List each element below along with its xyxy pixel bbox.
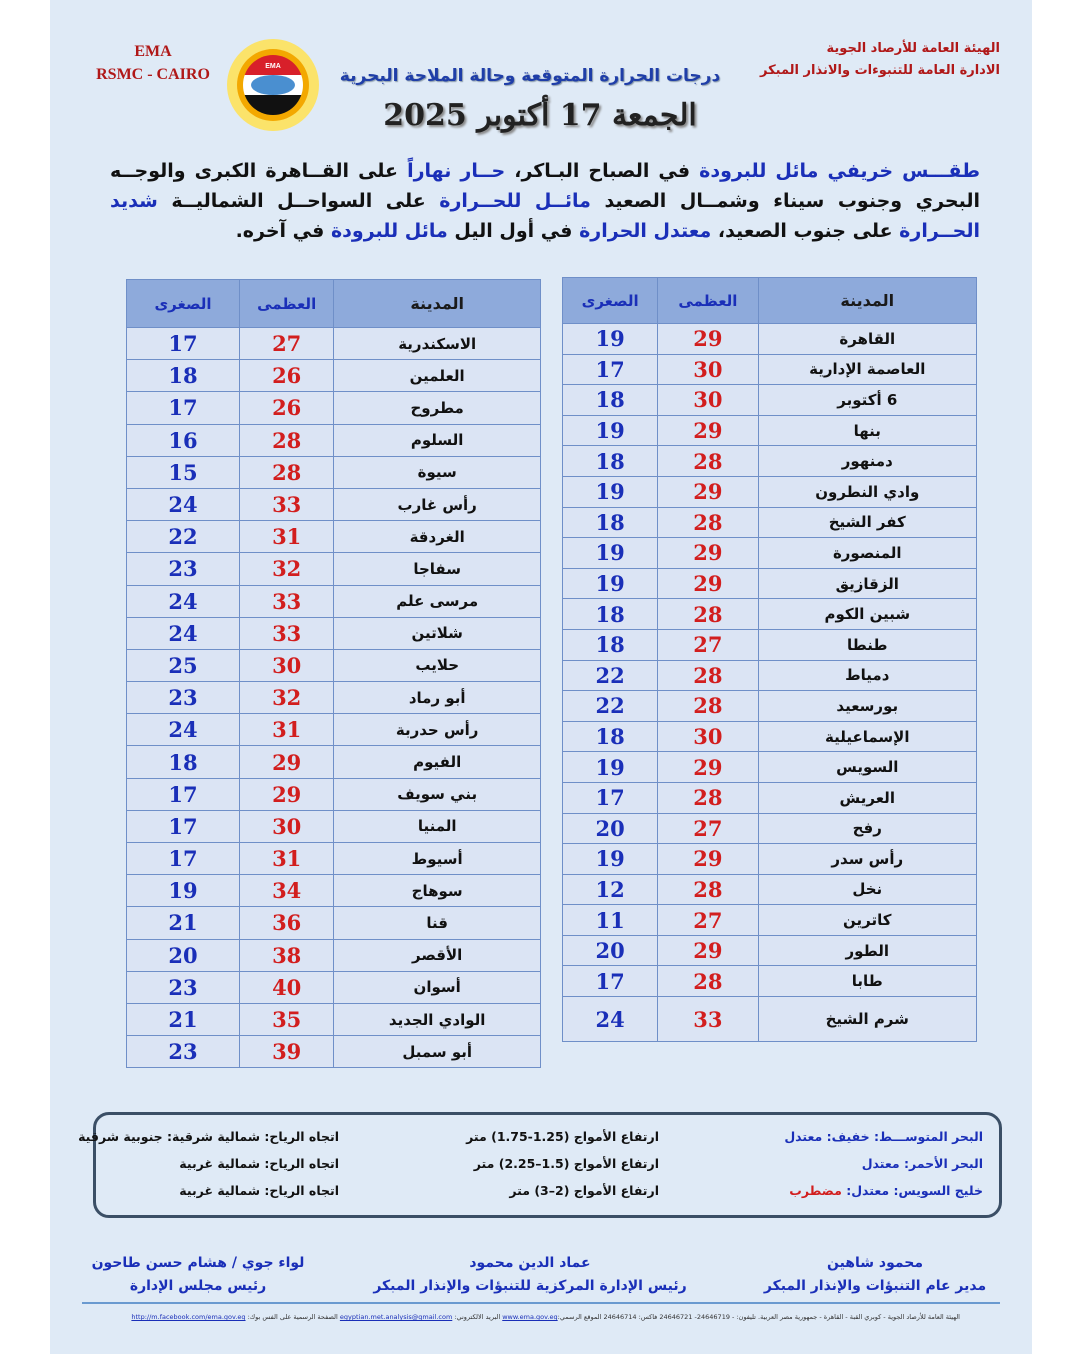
min-temp: 23 bbox=[127, 971, 240, 1003]
city-name: العريش bbox=[758, 782, 976, 813]
ema-line1: EMA bbox=[134, 43, 172, 60]
signature-name: عماد الدين محمود bbox=[469, 1255, 591, 1271]
table-row bbox=[127, 843, 541, 875]
city-name: الطور bbox=[758, 935, 976, 966]
wave-height: ارتفاع الأمواج (2–3) متر bbox=[509, 1183, 659, 1198]
wave-height: ارتفاع الأمواج (1.25-1.75) متر bbox=[466, 1129, 659, 1144]
city-name: دمياط bbox=[758, 660, 976, 691]
email-label: البريد الالكتروني: bbox=[452, 1313, 503, 1321]
min-temp: 24 bbox=[127, 488, 240, 520]
max-temp: 28 bbox=[240, 456, 334, 488]
sea-state bbox=[862, 1156, 983, 1171]
highlighted-text: معتدل الحرارة bbox=[579, 220, 712, 242]
min-temp: 19 bbox=[563, 752, 658, 783]
city-name: حلايب bbox=[334, 649, 541, 681]
wind-direction: اتجاه الرياح: شمالية غربية bbox=[179, 1156, 339, 1171]
header-max: العظمى bbox=[240, 280, 334, 328]
table-row bbox=[563, 874, 977, 905]
header-min: الصغرى bbox=[563, 278, 658, 324]
min-temp: 17 bbox=[127, 392, 240, 424]
max-temp: 29 bbox=[658, 844, 758, 875]
city-name: طابا bbox=[758, 966, 976, 997]
max-temp: 33 bbox=[240, 585, 334, 617]
max-temp: 36 bbox=[240, 907, 334, 939]
table-row bbox=[127, 907, 541, 939]
subtitle: درجات الحرارة المتوقعة وحالة الملاحة البحرية bbox=[339, 66, 721, 86]
header-min: الصغرى bbox=[127, 280, 240, 328]
table-row bbox=[563, 782, 977, 813]
table-row bbox=[127, 585, 541, 617]
sea-state-text: البحر المتوســـط: خفيف: معتدل bbox=[784, 1129, 983, 1144]
city-name: بنها bbox=[758, 415, 976, 446]
city-name: أبو سمبل bbox=[334, 1036, 541, 1068]
max-temp: 29 bbox=[658, 476, 758, 507]
min-temp: 18 bbox=[563, 385, 658, 416]
city-name: الغردقة bbox=[334, 521, 541, 553]
facebook-link[interactable]: http://m.facebook.com/ema.gov.eg bbox=[131, 1313, 246, 1321]
table-row bbox=[563, 507, 977, 538]
table-row bbox=[563, 599, 977, 630]
city-name: سوهاج bbox=[334, 875, 541, 907]
city-name: سيوة bbox=[334, 456, 541, 488]
sea-state bbox=[789, 1183, 983, 1198]
header-city: المدينة bbox=[758, 278, 976, 324]
signature-title: مدير عام التنبؤات والإنذار المبكر bbox=[763, 1278, 987, 1294]
table-row bbox=[127, 714, 541, 746]
sea-state-alert: مضطرب bbox=[789, 1183, 842, 1198]
max-temp: 28 bbox=[658, 966, 758, 997]
marine-conditions-box bbox=[78, 1112, 1002, 1218]
table-row bbox=[127, 682, 541, 714]
website-link[interactable]: www.ema.gov.eg bbox=[502, 1313, 558, 1321]
sea-state-text: خليج السويس: معتدل: bbox=[841, 1183, 983, 1198]
min-temp: 18 bbox=[127, 360, 240, 392]
max-temp: 29 bbox=[240, 746, 334, 778]
min-temp: 20 bbox=[563, 813, 658, 844]
table-row bbox=[127, 875, 541, 907]
max-temp: 29 bbox=[658, 324, 758, 355]
table-row bbox=[127, 424, 541, 456]
temperature-table-left bbox=[126, 279, 541, 1068]
max-temp: 30 bbox=[658, 385, 758, 416]
city-name: المنيا bbox=[334, 810, 541, 842]
city-name: الاسكندرية bbox=[334, 328, 541, 360]
ema-label bbox=[88, 40, 218, 86]
min-temp: 16 bbox=[127, 424, 240, 456]
table-row bbox=[563, 935, 977, 966]
table-row bbox=[563, 844, 977, 875]
max-temp: 33 bbox=[240, 617, 334, 649]
max-temp: 31 bbox=[240, 521, 334, 553]
signature-3 bbox=[88, 1252, 308, 1298]
min-temp: 21 bbox=[127, 907, 240, 939]
table-header-row bbox=[563, 278, 977, 324]
min-temp: 15 bbox=[127, 456, 240, 488]
min-temp: 18 bbox=[563, 507, 658, 538]
max-temp: 39 bbox=[240, 1036, 334, 1068]
city-name: كاترين bbox=[758, 905, 976, 936]
city-name: دمنهور bbox=[758, 446, 976, 477]
city-name: بني سويف bbox=[334, 778, 541, 810]
city-name: رأس سدر bbox=[758, 844, 976, 875]
table-row bbox=[563, 660, 977, 691]
logo-text: EMA bbox=[265, 63, 281, 70]
max-temp: 27 bbox=[658, 629, 758, 660]
min-temp: 18 bbox=[563, 721, 658, 752]
max-temp: 26 bbox=[240, 360, 334, 392]
max-temp: 32 bbox=[240, 682, 334, 714]
min-temp: 19 bbox=[563, 568, 658, 599]
signature-2 bbox=[370, 1252, 690, 1298]
table-row bbox=[127, 360, 541, 392]
text-segment: في أول اليل bbox=[447, 220, 580, 242]
min-temp: 24 bbox=[563, 997, 658, 1042]
table-row bbox=[563, 415, 977, 446]
marine-row bbox=[78, 1129, 999, 1155]
max-temp: 29 bbox=[240, 778, 334, 810]
max-temp: 27 bbox=[658, 905, 758, 936]
min-temp: 25 bbox=[127, 649, 240, 681]
city-name: القاهرة bbox=[758, 324, 976, 355]
table-row bbox=[127, 649, 541, 681]
min-temp: 17 bbox=[127, 810, 240, 842]
signature-title: رئيس مجلس الإدارة bbox=[129, 1278, 267, 1294]
max-temp: 29 bbox=[658, 752, 758, 783]
header-city: المدينة bbox=[334, 280, 541, 328]
signature-title: رئيس الإدارة المركزية للتنبؤات والإنذار المبكر bbox=[373, 1278, 687, 1294]
max-temp: 28 bbox=[658, 874, 758, 905]
table-row bbox=[127, 939, 541, 971]
sea-state bbox=[784, 1129, 983, 1144]
city-name: الوادي الجديد bbox=[334, 1003, 541, 1035]
min-temp: 22 bbox=[563, 660, 658, 691]
marine-row bbox=[96, 1183, 999, 1209]
text-segment: على جنوب الصعيد، bbox=[711, 220, 900, 242]
wave-height: ارتفاع الأمواج (1.5–2.25) متر bbox=[473, 1156, 659, 1171]
max-temp: 28 bbox=[658, 691, 758, 722]
sea-state-text: البحر الأحمر: معتدل bbox=[861, 1156, 983, 1171]
min-temp: 19 bbox=[127, 875, 240, 907]
footer-address: الهيئة العامة للأرصاد الجوية - كوبري القبة - القاهرة - جمهورية مصر العربية. تليفون: - 24646719- 24646721 فاكس: 24646714 الموقع الرسمي: bbox=[557, 1313, 960, 1321]
table-row bbox=[127, 810, 541, 842]
city-name: سفاجا bbox=[334, 553, 541, 585]
city-name: 6 أكتوبر bbox=[758, 385, 976, 416]
min-temp: 19 bbox=[563, 844, 658, 875]
max-temp: 29 bbox=[658, 538, 758, 569]
city-name: الأقصر bbox=[334, 939, 541, 971]
city-name: شرم الشيخ bbox=[758, 997, 976, 1042]
min-temp: 18 bbox=[563, 446, 658, 477]
highlighted-text: حــار نهاراً bbox=[407, 160, 506, 182]
min-temp: 19 bbox=[563, 476, 658, 507]
ema-line2: RSMC - CAIRO bbox=[96, 66, 210, 83]
max-temp: 31 bbox=[240, 843, 334, 875]
max-temp: 28 bbox=[658, 507, 758, 538]
city-name: نخل bbox=[758, 874, 976, 905]
max-temp: 29 bbox=[658, 935, 758, 966]
table-row bbox=[563, 476, 977, 507]
max-temp: 33 bbox=[240, 488, 334, 520]
max-temp: 35 bbox=[240, 1003, 334, 1035]
min-temp: 19 bbox=[563, 538, 658, 569]
table-row bbox=[563, 538, 977, 569]
city-name: أبو رماد bbox=[334, 682, 541, 714]
min-temp: 23 bbox=[127, 1036, 240, 1068]
organization bbox=[760, 38, 1000, 82]
max-temp: 31 bbox=[240, 714, 334, 746]
max-temp: 27 bbox=[240, 328, 334, 360]
min-temp: 19 bbox=[563, 415, 658, 446]
city-name: شلاتين bbox=[334, 617, 541, 649]
header-max: العظمى bbox=[658, 278, 758, 324]
min-temp: 18 bbox=[563, 599, 658, 630]
table-row bbox=[563, 324, 977, 355]
table-row bbox=[127, 521, 541, 553]
max-temp: 38 bbox=[240, 939, 334, 971]
city-name: طنطا bbox=[758, 629, 976, 660]
table-header-row bbox=[127, 280, 541, 328]
max-temp: 30 bbox=[658, 721, 758, 752]
min-temp: 20 bbox=[563, 935, 658, 966]
min-temp: 23 bbox=[127, 553, 240, 585]
city-name: قنا bbox=[334, 907, 541, 939]
max-temp: 29 bbox=[658, 415, 758, 446]
table-row bbox=[563, 905, 977, 936]
weather-description bbox=[110, 156, 980, 246]
footer bbox=[96, 1313, 960, 1321]
text-segment: على السواحــل الشماليــة bbox=[157, 190, 440, 212]
min-temp: 11 bbox=[563, 905, 658, 936]
highlighted-text: مائل للبرودة bbox=[330, 220, 448, 242]
city-name: رأس غارب bbox=[334, 488, 541, 520]
min-temp: 17 bbox=[563, 354, 658, 385]
table-row bbox=[127, 778, 541, 810]
max-temp: 30 bbox=[240, 649, 334, 681]
city-name: أسوان bbox=[334, 971, 541, 1003]
city-name: مطروح bbox=[334, 392, 541, 424]
text-segment: في الصباح البـاكر، bbox=[505, 160, 700, 182]
text-segment: على القــاهرة الكبرى والوجــه البحري وجنوب سيناء وشمــال الصعيد bbox=[110, 160, 980, 212]
max-temp: 30 bbox=[658, 354, 758, 385]
max-temp: 28 bbox=[658, 782, 758, 813]
wind-direction: اتجاه الرياح: شمالية غربية bbox=[179, 1183, 339, 1198]
city-name: المنصورة bbox=[758, 538, 976, 569]
min-temp: 23 bbox=[127, 682, 240, 714]
city-name: العلمين bbox=[334, 360, 541, 392]
table-row bbox=[563, 446, 977, 477]
city-name: الفيوم bbox=[334, 746, 541, 778]
min-temp: 17 bbox=[563, 782, 658, 813]
table-row bbox=[127, 1036, 541, 1068]
city-name: بورسعيد bbox=[758, 691, 976, 722]
min-temp: 24 bbox=[127, 585, 240, 617]
table-row bbox=[563, 752, 977, 783]
city-name: رأس حدربة bbox=[334, 714, 541, 746]
table-row bbox=[127, 746, 541, 778]
email-link[interactable]: egyptian.met.analysis@gmail.com bbox=[339, 1313, 453, 1321]
org-line2: الادارة العامة للتنبوءات والانذار المبكر bbox=[760, 63, 1000, 78]
max-temp: 26 bbox=[240, 392, 334, 424]
max-temp: 40 bbox=[240, 971, 334, 1003]
min-temp: 17 bbox=[127, 778, 240, 810]
city-name: وادي النطرون bbox=[758, 476, 976, 507]
highlighted-text: شديد الحــرارة bbox=[110, 190, 980, 242]
table-row bbox=[563, 385, 977, 416]
max-temp: 30 bbox=[240, 810, 334, 842]
max-temp: 28 bbox=[658, 446, 758, 477]
max-temp: 34 bbox=[240, 875, 334, 907]
min-temp: 22 bbox=[563, 691, 658, 722]
city-name: أسيوط bbox=[334, 843, 541, 875]
min-temp: 22 bbox=[127, 521, 240, 553]
city-name: مرسى علم bbox=[334, 585, 541, 617]
min-temp: 20 bbox=[127, 939, 240, 971]
table-row bbox=[563, 997, 977, 1042]
max-temp: 28 bbox=[658, 660, 758, 691]
table-row bbox=[563, 691, 977, 722]
min-temp: 19 bbox=[563, 324, 658, 355]
city-name: كفر الشيخ bbox=[758, 507, 976, 538]
min-temp: 24 bbox=[127, 617, 240, 649]
max-temp: 32 bbox=[240, 553, 334, 585]
date-title: الجمعة 17 أكتوبر 2025 bbox=[383, 98, 697, 133]
text-segment: في آخره. bbox=[235, 220, 331, 242]
temperature-table-right bbox=[562, 277, 977, 1042]
max-temp: 29 bbox=[658, 568, 758, 599]
table-row bbox=[127, 392, 541, 424]
min-temp: 18 bbox=[563, 629, 658, 660]
city-name: الإسماعيلية bbox=[758, 721, 976, 752]
min-temp: 18 bbox=[127, 746, 240, 778]
table-row bbox=[563, 568, 977, 599]
max-temp: 28 bbox=[658, 599, 758, 630]
max-temp: 28 bbox=[240, 424, 334, 456]
table-row bbox=[563, 354, 977, 385]
facebook-label: الصفحة الرسمية على الفس بوك: bbox=[245, 1313, 340, 1321]
table-row bbox=[127, 488, 541, 520]
table-row bbox=[127, 328, 541, 360]
signature-name: محمود شاهين bbox=[826, 1255, 924, 1271]
table-row bbox=[127, 971, 541, 1003]
signature-1 bbox=[760, 1252, 990, 1298]
max-temp: 27 bbox=[658, 813, 758, 844]
org-line1: الهيئة العامة للأرصاد الجوية bbox=[826, 41, 1000, 56]
marine-row bbox=[96, 1156, 999, 1182]
min-temp: 21 bbox=[127, 1003, 240, 1035]
signature-name: لواء جوي / هشام حسن طاحون bbox=[91, 1255, 305, 1271]
min-temp: 12 bbox=[563, 874, 658, 905]
highlighted-text: مائــل للحــرارة bbox=[439, 190, 591, 212]
city-name: العاصمة الإدارية bbox=[758, 354, 976, 385]
min-temp: 17 bbox=[127, 328, 240, 360]
wind-direction: اتجاه الرياح: شمالية شرقية: جنوبية شرقية bbox=[78, 1129, 339, 1144]
table-row bbox=[127, 456, 541, 488]
table-row bbox=[127, 617, 541, 649]
min-temp: 17 bbox=[563, 966, 658, 997]
city-name: رفح bbox=[758, 813, 976, 844]
city-name: السويس bbox=[758, 752, 976, 783]
min-temp: 24 bbox=[127, 714, 240, 746]
max-temp: 33 bbox=[658, 997, 758, 1042]
table-row bbox=[127, 553, 541, 585]
table-row bbox=[563, 813, 977, 844]
table-row bbox=[563, 966, 977, 997]
footer-divider bbox=[82, 1302, 1000, 1304]
city-name: السلوم bbox=[334, 424, 541, 456]
highlighted-text: طقـــس خريفي مائل للبرودة bbox=[699, 160, 980, 182]
city-name: الزقازيق bbox=[758, 568, 976, 599]
table-row bbox=[563, 721, 977, 752]
table-row bbox=[127, 1003, 541, 1035]
city-name: شبين الكوم bbox=[758, 599, 976, 630]
table-row bbox=[563, 629, 977, 660]
min-temp: 17 bbox=[127, 843, 240, 875]
ema-logo bbox=[226, 38, 320, 132]
